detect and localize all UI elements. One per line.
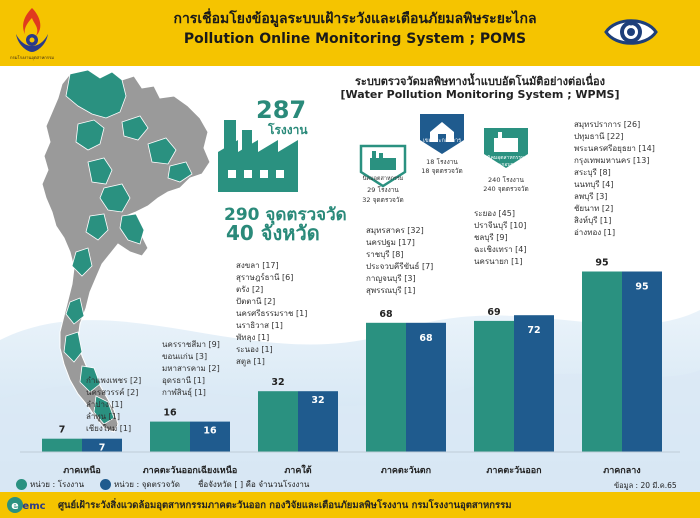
- value-label-factories: 68: [379, 308, 393, 320]
- province-item: ประจวบคีรีขันธ์ [7]: [366, 262, 434, 271]
- emc-logo-text: emc: [22, 501, 46, 512]
- province-item: ระนอง [1]: [236, 345, 273, 354]
- badge-estate-factories: 29 โรงงาน: [367, 186, 399, 194]
- province-item: สงขลา [17]: [236, 261, 279, 270]
- province-item: กาญจนบุรี [3]: [366, 274, 416, 283]
- badge-outside-points: 240 จุดตรวจวัด: [483, 185, 529, 193]
- province-item: ปัตตานี [2]: [236, 297, 276, 306]
- bar-factories: [474, 321, 514, 452]
- region-label: ภาคเหนือ: [63, 466, 101, 476]
- badge-zone-points: 18 จุดตรวจวัด: [421, 167, 463, 175]
- bar-factories: [258, 391, 298, 452]
- value-label-points: 16: [203, 425, 217, 437]
- value-label-points: 32: [311, 395, 325, 407]
- badge-caption-outside: นอกนิคมอุตสาหกรรม เขตประกอบการ: [477, 155, 535, 168]
- province-item: เชียงใหม่ [1]: [86, 424, 132, 433]
- province-item: อุดรธานี [1]: [162, 376, 206, 385]
- value-label-points: 95: [635, 281, 649, 293]
- province-item: นครศรีธรรมราช [1]: [236, 309, 308, 318]
- value-label-points: 68: [419, 332, 433, 344]
- bar-factories: [42, 439, 82, 452]
- province-item: ปทุมธานี [22]: [574, 132, 624, 141]
- bar-points: [622, 272, 662, 453]
- province-item: สิงห์บุรี [1]: [574, 216, 612, 225]
- total-factories-unit: โรงงาน: [268, 123, 308, 137]
- wpms-title-thai: ระบบตรวจวัดมลพิษทางน้ำแบบอัตโนมัติอย่างต่อเนื่อง: [355, 75, 605, 88]
- legend-factory-swatch: [16, 479, 27, 490]
- legend-factory-label: หน่วย : โรงงาน: [30, 480, 85, 489]
- value-label-factories: 32: [271, 377, 285, 389]
- province-item: สมุทรปราการ [26]: [574, 120, 641, 129]
- legend-factory: [16, 478, 84, 491]
- value-label-factories: 7: [58, 424, 66, 436]
- logo-caption: กรมโรงงานอุตสาหกรรม: [9, 55, 55, 60]
- value-label-points: 7: [98, 442, 106, 454]
- bar-factories: [582, 272, 622, 453]
- bar-factories: [150, 422, 190, 452]
- title-thai: การเชื่อมโยงข้อมูลระบบเฝ้าระวังและเตือนภัยมลพิษระยะไกล: [173, 11, 537, 27]
- province-item: พัทลุง [1]: [236, 333, 270, 342]
- province-item: ราชบุรี [8]: [366, 250, 404, 259]
- legend-point: [100, 478, 180, 491]
- province-item: ปราจีนบุรี [10]: [474, 221, 527, 230]
- legend-point-swatch: [100, 479, 111, 490]
- svg-text:e: e: [11, 499, 19, 512]
- province-item: นราธิวาส [1]: [236, 321, 283, 330]
- total-provinces: 40 จังหวัด: [226, 221, 320, 245]
- province-item: มหาสารคาม [2]: [162, 364, 220, 373]
- province-item: ชัยนาท [2]: [574, 204, 614, 213]
- legend-note: ชื่อจังหวัด [ ] คือ จำนวนโรงงาน: [198, 480, 310, 489]
- province-item: นครปฐม [17]: [366, 238, 415, 247]
- value-label-factories: 69: [487, 306, 501, 318]
- total-factories: 287: [256, 96, 307, 124]
- bar-factories: [366, 323, 406, 452]
- province-item: สระบุรี [8]: [574, 168, 611, 177]
- title-english: Pollution Online Monitoring System ; POMS: [183, 31, 527, 47]
- province-item: สุพรรณบุรี [1]: [366, 286, 416, 295]
- province-item: นครสวรรค์ [2]: [86, 388, 139, 397]
- total-points: 290 จุดตรวจวัด: [224, 205, 347, 225]
- province-item: ตรัง [2]: [236, 285, 264, 294]
- province-item: นครราชสีมา [9]: [162, 340, 220, 349]
- region-label: ภาคตะวันออกเฉียงเหนือ: [142, 466, 238, 476]
- footer-bar: [0, 492, 700, 518]
- province-item: กาฬสินธุ์ [1]: [162, 388, 206, 397]
- badge-caption-zone: เขตประกอบการ: [422, 138, 462, 144]
- province-item: ขอนแก่น [3]: [162, 352, 208, 361]
- province-item: สุราษฎร์ธานี [6]: [236, 273, 294, 282]
- province-item: นครนายก [1]: [474, 257, 523, 266]
- data-source-date: ข้อมูล : 20 มี.ค.65: [614, 481, 677, 490]
- legend-point-label: หน่วย : จุดตรวจวัด: [114, 480, 180, 489]
- region-label: ภาคตะวันออก: [486, 466, 542, 476]
- badge-caption-estate: นิคมอุตสาหกรรม: [362, 176, 404, 182]
- footer-text: ศูนย์เฝ้าระวังสิ่งแวดล้อมอุตสาหกรรมภาคตะวันออก กองวิจัยและเตือนภัยมลพิษโรงงาน กรมโรงงานอุตสาหกรรม: [58, 500, 512, 511]
- province-item: ลำพูน [1]: [86, 412, 121, 421]
- province-item: ฉะเชิงเทรา [4]: [474, 245, 527, 254]
- province-item: ชลบุรี [9]: [474, 233, 508, 242]
- wpms-title-english: [Water Pollution Monitoring System ; WPMS]: [340, 88, 620, 101]
- province-item: ระยอง [45]: [474, 209, 515, 218]
- value-label-factories: 16: [163, 407, 177, 419]
- province-item: พระนครศรีอยุธยา [14]: [574, 144, 655, 153]
- badge-estate-points: 32 จุดตรวจวัด: [362, 196, 404, 204]
- emc-logo-icon: [6, 495, 46, 515]
- province-item: สมุทรสาคร [32]: [366, 226, 424, 235]
- province-item: ลพบุรี [3]: [574, 192, 608, 201]
- badge-outside-factories: 240 โรงงาน: [488, 176, 524, 184]
- badge-zone-factories: 18 โรงงาน: [426, 158, 458, 166]
- region-label: ภาคใต้: [284, 466, 312, 476]
- region-label: ภาคตะวันตก: [380, 466, 432, 476]
- value-label-factories: 95: [595, 257, 609, 269]
- region-label: ภาคกลาง: [603, 466, 641, 476]
- province-item: นนทบุรี [4]: [574, 180, 614, 189]
- province-item: สตูล [1]: [236, 357, 265, 366]
- province-item: กำแพงเพชร [2]: [86, 376, 142, 385]
- province-item: อ่างทอง [1]: [574, 228, 616, 237]
- province-item: ลำปาง [1]: [86, 400, 123, 409]
- value-label-points: 72: [527, 325, 541, 337]
- province-item: กรุงเทพมหานคร [13]: [574, 156, 650, 165]
